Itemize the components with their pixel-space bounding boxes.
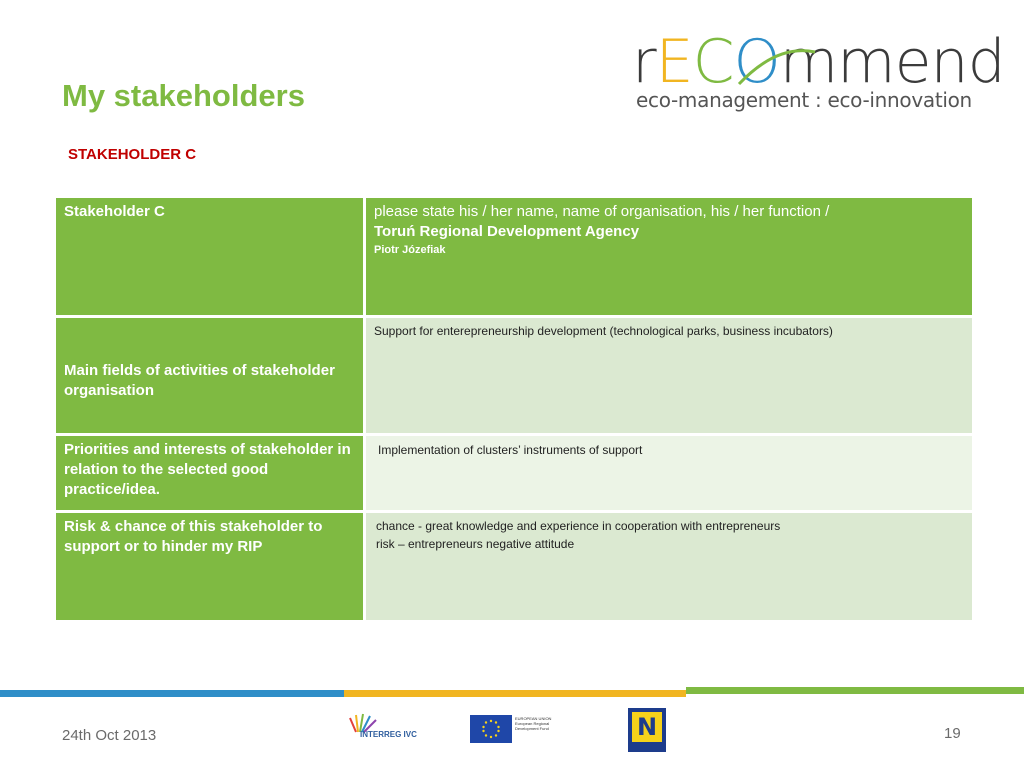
- logo-swoosh-icon: [737, 44, 817, 94]
- eu-flag-icon: [470, 715, 512, 743]
- interreg-logo: [344, 712, 434, 748]
- row-label: Priorities and interests of stakeholder in relation to the selected good practice/idea.: [56, 436, 366, 510]
- person-name: Piotr Józefiak: [374, 244, 446, 256]
- row-label: Risk & chance of this stakeholder to support or to hinder my RIP: [56, 513, 366, 620]
- row-value: [366, 198, 972, 315]
- stakeholder-table: [56, 198, 972, 620]
- interreg-label: INTERREG IVC: [360, 730, 417, 739]
- table-row: [56, 198, 972, 318]
- table-row: [56, 436, 972, 513]
- footer-bar-green: [686, 687, 1024, 694]
- footer-bar-yellow: [344, 690, 686, 697]
- section-subtitle: STAKEHOLDER C: [68, 146, 197, 163]
- row-value: Implementation of clusters’ instruments of support: [366, 436, 972, 510]
- row-label: Stakeholder C: [56, 198, 366, 315]
- recommend-logo: [632, 22, 1005, 114]
- page-number: 19: [944, 725, 961, 742]
- footer-bar-blue: [0, 690, 344, 697]
- row-label: Main fields of activities of stakeholder organisation: [56, 318, 366, 433]
- lower-austria-letter: N: [632, 712, 662, 742]
- table-row: [56, 318, 972, 436]
- organisation-name: Toruń Regional Development Agency: [374, 223, 640, 240]
- lower-austria-logo: [628, 708, 666, 752]
- row-value: Support for enterepreneurship development (technological parks, business incubators): [366, 318, 972, 433]
- prompt-text: please state his / her name, name of organisation, his / her function /: [374, 203, 830, 220]
- logo-tagline: eco-management : eco-innovation: [636, 88, 972, 112]
- row-value: [366, 513, 972, 620]
- eu-fund-text: EUROPEAN UNION European Regional Development Fund: [515, 716, 552, 731]
- table-row: [56, 513, 972, 620]
- risk-text: risk – entrepreneurs negative attitude: [376, 537, 575, 551]
- footer-date: 24th Oct 2013: [62, 727, 157, 744]
- chance-text: chance - great knowledge and experience in cooperation with entrepreneurs: [376, 519, 781, 533]
- page-title: My stakeholders: [62, 78, 305, 113]
- logo-wordmark: rECOmmend: [632, 27, 1005, 97]
